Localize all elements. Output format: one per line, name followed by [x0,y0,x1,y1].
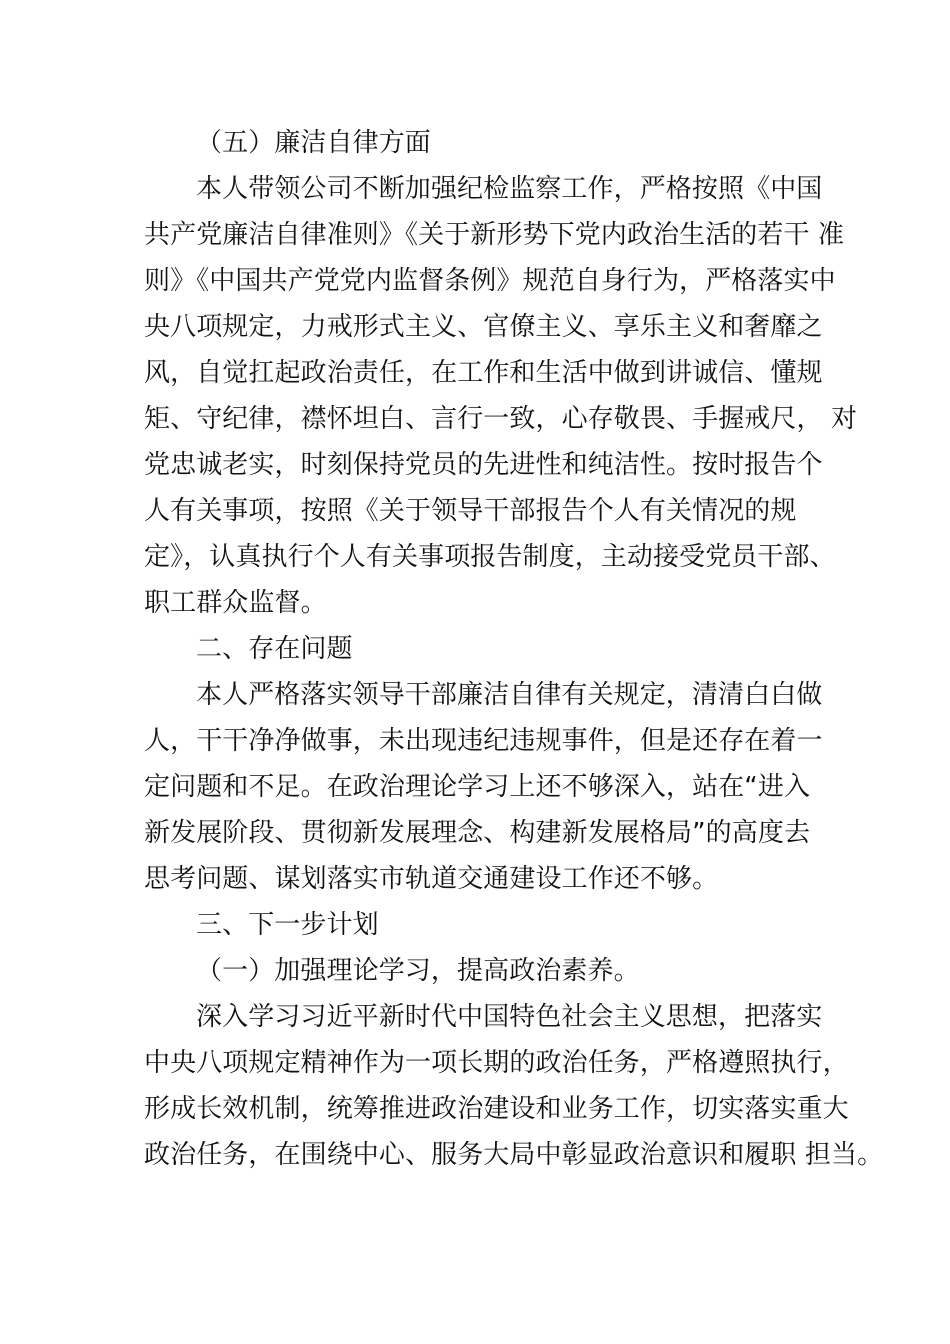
paragraph-line: 本人带领公司不断加强纪检监察工作，严格按照《中国 [196,174,823,204]
paragraph-line: 本人严格落实领导干部廉洁自律有关规定，清清白白做 [196,680,823,710]
paragraph-line: 共产党廉洁自律准则》《关于新形势下党内政治生活的若干 准 [144,220,845,250]
paragraph-line: 深入学习习近平新时代中国特色社会主义思想，把落实 [196,1002,823,1032]
paragraph-line: 党忠诚老实，时刻保持党员的先进性和纯洁性。按时报告个 [144,450,823,480]
paragraph-line: 则》《中国共产党党内监督条例》规范自身行为，严格落实中 [144,266,836,296]
paragraph-line: 矩、守纪律，襟怀坦白、言行一致，心存敬畏、手握戒尺， 对 [144,404,858,434]
paragraph-line: 定问题和不足。在政治理论学习上还不够深入，站在“进入 [144,772,811,802]
paragraph-line: 职工群众监督。 [144,588,327,618]
paragraph-line: 风，自觉扛起政治责任，在工作和生活中做到讲诚信、懂规 [144,358,823,388]
paragraph-line: 定》，认真执行个人有关事项报告制度，主动接受党员干部、 [144,542,836,572]
section-heading-next-plan: 三、下一步计划 [196,910,379,940]
paragraph-line: 政治任务，在围绕中心、服务大局中彰显政治意识和履职 担当。 [144,1140,884,1170]
section-heading-integrity: （五）廉洁自律方面 [196,128,431,158]
subsection-heading-theory-study: （一）加强理论学习，提高政治素养。 [196,956,640,986]
paragraph-line: 思考问题、谋划落实市轨道交通建设工作还不够。 [144,864,719,894]
paragraph-line: 形成长效机制，统筹推进政治建设和业务工作，切实落实重大 [144,1094,849,1124]
paragraph-line: 央八项规定，力戒形式主义、官僚主义、享乐主义和奢靡之 [144,312,823,342]
section-heading-problems: 二、存在问题 [196,634,353,664]
paragraph-line: 人，干干净净做事，未出现违纪违规事件，但是还存在着一 [144,726,823,756]
paragraph-line: 中央八项规定精神作为一项长期的政治任务，严格遵照执行， [144,1048,849,1078]
document-body [144,120,884,1178]
paragraph-line: 新发展阶段、贯彻新发展理念、构建新发展格局”的高度去 [144,818,811,848]
paragraph-line: 人有关事项，按照《关于领导干部报告个人有关情况的规 [144,496,797,526]
